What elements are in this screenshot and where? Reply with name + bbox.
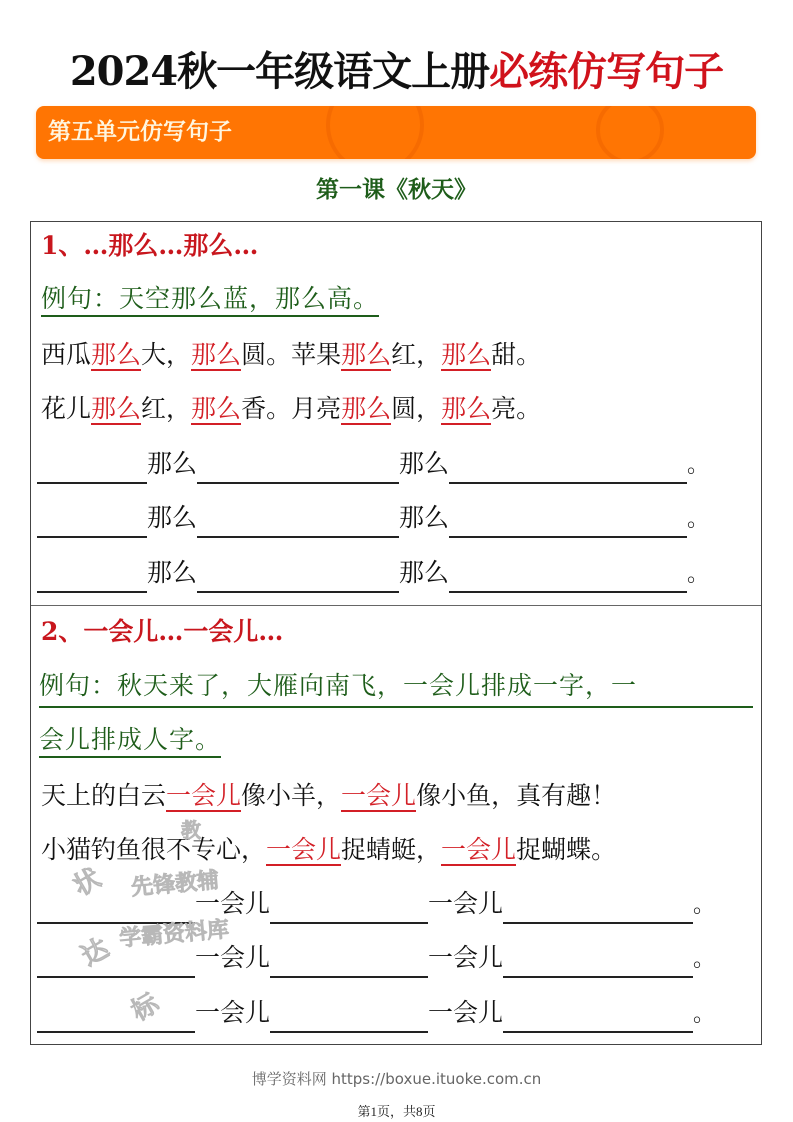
answer-blank[interactable]	[197, 561, 399, 593]
text: 香。月亮	[241, 394, 342, 423]
watermark-text: 达	[76, 933, 115, 973]
answer-blank[interactable]	[197, 506, 399, 538]
watermark-text: 标	[126, 988, 165, 1028]
answer-blank[interactable]	[37, 946, 195, 978]
exercise-box	[30, 221, 762, 1045]
keyword: 一会儿	[195, 889, 271, 918]
keyword: 一会儿	[428, 998, 504, 1027]
keyword: 那么	[399, 449, 450, 478]
watermark-text: 学霸资料库	[118, 916, 231, 952]
section2-fill-row	[37, 995, 715, 1033]
period: 。	[693, 947, 716, 972]
keyword: 一会儿	[428, 889, 504, 918]
period: 。	[687, 507, 710, 532]
keyword: 那么	[147, 558, 198, 587]
answer-blank[interactable]	[197, 452, 399, 484]
document-title	[0, 42, 793, 102]
page-number: 第1页，共8页	[357, 1104, 436, 1119]
section1-example-row	[41, 281, 379, 317]
watermark-text: 状	[68, 863, 107, 903]
text: 亮。	[491, 394, 542, 423]
keyword: 那么	[147, 449, 198, 478]
section2-heading: 2、一会儿…一会儿…	[41, 617, 284, 646]
text: 大，	[141, 340, 192, 369]
text: 圆，	[391, 394, 442, 423]
period: 。	[693, 893, 716, 918]
text: 像小鱼，真有趣！	[416, 781, 617, 810]
section1-fill-row	[37, 500, 709, 538]
answer-blank[interactable]	[37, 452, 147, 484]
keyword: 那么	[147, 503, 198, 532]
keyword: 那么	[399, 503, 450, 532]
watermark-text: 先锋教辅	[130, 867, 221, 901]
unit-title: 第五单元仿写句子	[48, 118, 232, 145]
banner-decoration-icon	[596, 106, 664, 159]
keyword-highlight: 那么	[191, 340, 242, 369]
section1-sample-2	[41, 391, 541, 427]
answer-blank[interactable]	[449, 561, 687, 593]
section2-sample-1	[41, 778, 616, 814]
keyword-highlight: 那么	[341, 340, 392, 369]
keyword-highlight: 那么	[191, 394, 242, 423]
period: 。	[687, 453, 710, 478]
text: 西瓜	[41, 340, 92, 369]
answer-blank[interactable]	[37, 506, 147, 538]
section2-example-line1: 例句：秋天来了，大雁向南飞，一会儿排成一字，一	[39, 668, 753, 708]
section2-example-row-2	[39, 722, 221, 758]
text: 圆。苹果	[241, 340, 342, 369]
answer-blank[interactable]	[503, 946, 693, 978]
answer-blank[interactable]	[270, 1001, 428, 1033]
keyword-highlight: 那么	[91, 394, 142, 423]
section2-example-row-1	[39, 668, 753, 708]
answer-blank[interactable]	[270, 946, 428, 978]
section1-sample-1	[41, 337, 541, 373]
period: 。	[693, 1002, 716, 1027]
answer-blank[interactable]	[449, 506, 687, 538]
text: 捉蜻蜓，	[341, 835, 442, 864]
period: 。	[687, 562, 710, 587]
text: 捉蝴蝶。	[516, 835, 617, 864]
banner-decoration-icon	[326, 106, 424, 159]
section-divider	[31, 605, 761, 606]
text: 小猫钓鱼很不专心，	[41, 835, 267, 864]
answer-blank[interactable]	[37, 561, 147, 593]
answer-blank[interactable]	[270, 892, 428, 924]
text: 天上的白云	[41, 781, 167, 810]
section2-fill-row	[37, 886, 715, 924]
watermark-text: 教	[181, 818, 201, 842]
section1-fill-row	[37, 446, 709, 484]
section2-example-line2: 会儿排成人字。	[39, 725, 221, 758]
text: 像小羊，	[241, 781, 342, 810]
answer-blank[interactable]	[37, 892, 195, 924]
site-footer: 博学资料网 https://boxue.ituoke.com.cn	[251, 1070, 542, 1088]
lesson-title: 第一课《秋天》	[316, 176, 477, 203]
keyword-highlight: 那么	[341, 394, 392, 423]
keyword: 一会儿	[428, 943, 504, 972]
text: 花儿	[41, 394, 92, 423]
answer-blank[interactable]	[449, 452, 687, 484]
keyword: 一会儿	[195, 943, 271, 972]
text: 红，	[141, 394, 192, 423]
answer-blank[interactable]	[503, 1001, 693, 1033]
title-red-part: 必练仿写句子	[489, 48, 724, 95]
keyword-highlight: 那么	[441, 394, 492, 423]
section2-fill-row	[37, 940, 715, 978]
keyword-highlight: 那么	[441, 340, 492, 369]
keyword-highlight: 一会儿	[166, 781, 242, 810]
text: 甜。	[491, 340, 542, 369]
section1-fill-row	[37, 555, 709, 593]
section1-example: 例句：天空那么蓝，那么高。	[41, 284, 379, 317]
keyword: 一会儿	[195, 998, 271, 1027]
keyword-highlight: 那么	[91, 340, 142, 369]
section2-sample-2	[41, 832, 616, 868]
title-black-part: 2024秋一年级语文上册	[69, 48, 490, 95]
text: 红，	[391, 340, 442, 369]
keyword: 那么	[399, 558, 450, 587]
answer-blank[interactable]	[37, 1001, 195, 1033]
section1-heading: 1、…那么…那么…	[41, 231, 259, 260]
keyword-highlight: 一会儿	[341, 781, 417, 810]
unit-banner	[36, 106, 756, 159]
keyword-highlight: 一会儿	[441, 835, 517, 864]
answer-blank[interactable]	[503, 892, 693, 924]
keyword-highlight: 一会儿	[266, 835, 342, 864]
